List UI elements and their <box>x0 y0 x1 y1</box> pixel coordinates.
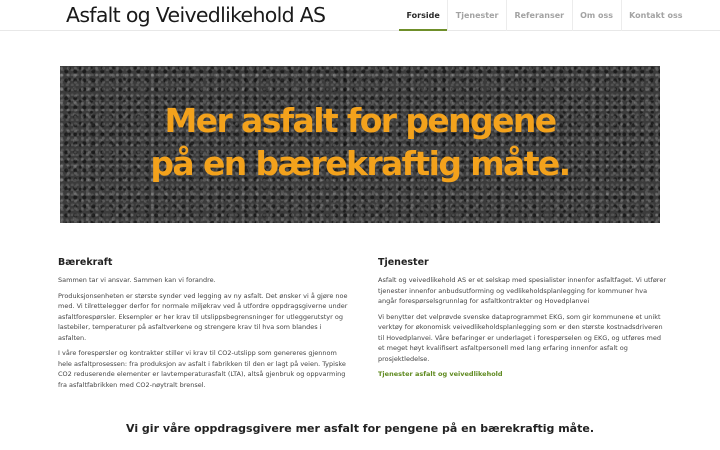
hero-headline <box>60 99 660 185</box>
section-paragraph: Vi benytter det velprøvde svenske dataprogrammet EKG, som gir kommunene et unikt verktøy for økonomisk veivedlikeholdsplanlegging som er den største kostnadsdriveren til Hovedplanvei. Våre befaringer er underlaget i forespørselen og EKG, og utføres med et meget høyt kvalifisert asfaltpersonell med lang erfaring innenfor asfalt og prosjektledelse. <box>378 312 663 363</box>
tagline: Vi gir våre oppdragsgivere mer asfalt for pengene på en bærekraftig måte. <box>126 422 594 435</box>
section-paragraph: Asfalt og veivedlikehold AS er et selskap med spesialister innenfor asfaltfaget. Vi utfører tjenester innenfor anbudsutforming og vedlikeholdsplanlegging for kommuner hva angår forespørselsgrunnlag for asfaltkontrakter og Hovedplanvei <box>378 276 666 305</box>
nav-referanser[interactable]: Referanser <box>514 11 565 20</box>
hero-line-1: Mer asfalt for pengene <box>164 101 556 140</box>
sustainability-section <box>58 257 348 395</box>
nav-tjenester[interactable]: Tjenester <box>455 11 499 20</box>
services-link[interactable]: Tjenester asfalt og veivedlikehold <box>378 370 503 378</box>
nav-om-oss[interactable]: Om oss <box>580 11 614 20</box>
hero-banner <box>60 66 660 223</box>
site-header <box>0 0 720 31</box>
nav-kontakt-oss[interactable]: Kontakt oss <box>629 11 683 20</box>
section-heading: Tjenester <box>378 257 429 268</box>
site-logo[interactable]: Asfalt og Veivedlikehold AS <box>66 3 326 27</box>
nav-forside[interactable]: Forside <box>399 0 447 31</box>
main-nav <box>399 0 690 31</box>
section-paragraph: Sammen tar vi ansvar. Sammen kan vi forandre. <box>58 276 216 284</box>
services-section <box>378 257 668 378</box>
section-heading: Bærekraft <box>58 257 113 268</box>
section-paragraph: I våre forespørsler og kontrakter stiller vi krav til CO2-utslipp som genereres gjennom hele asfaltprosessen: fra produksjon av asfalt i fabrikken til den er lagt på veien. Typiske CO2 reduserende elementer er lavtemperaturasfalt (LTA), altså gjenbruk og oppvarming fra asfaltfabrikken med CO2-nøytralt brensel. <box>58 349 346 389</box>
section-paragraph: Produksjonsenheten er største synder ved legging av ny asfalt. Det ønsker vi å gjøre noe med. Vi tilrettelegger derfor for normale miljøkrav ved å utfordre oppdragsgiverne under asfaltforespørsler. Eksempler er her krav til utslippsbegrensninger for utleggerutstyr og lastebiler, temperaturer på asfaltverkene og strengere krav til hva som blandes i asfalten. <box>58 291 348 342</box>
hero-line-2: på en bærekraftig måte. <box>150 144 570 183</box>
